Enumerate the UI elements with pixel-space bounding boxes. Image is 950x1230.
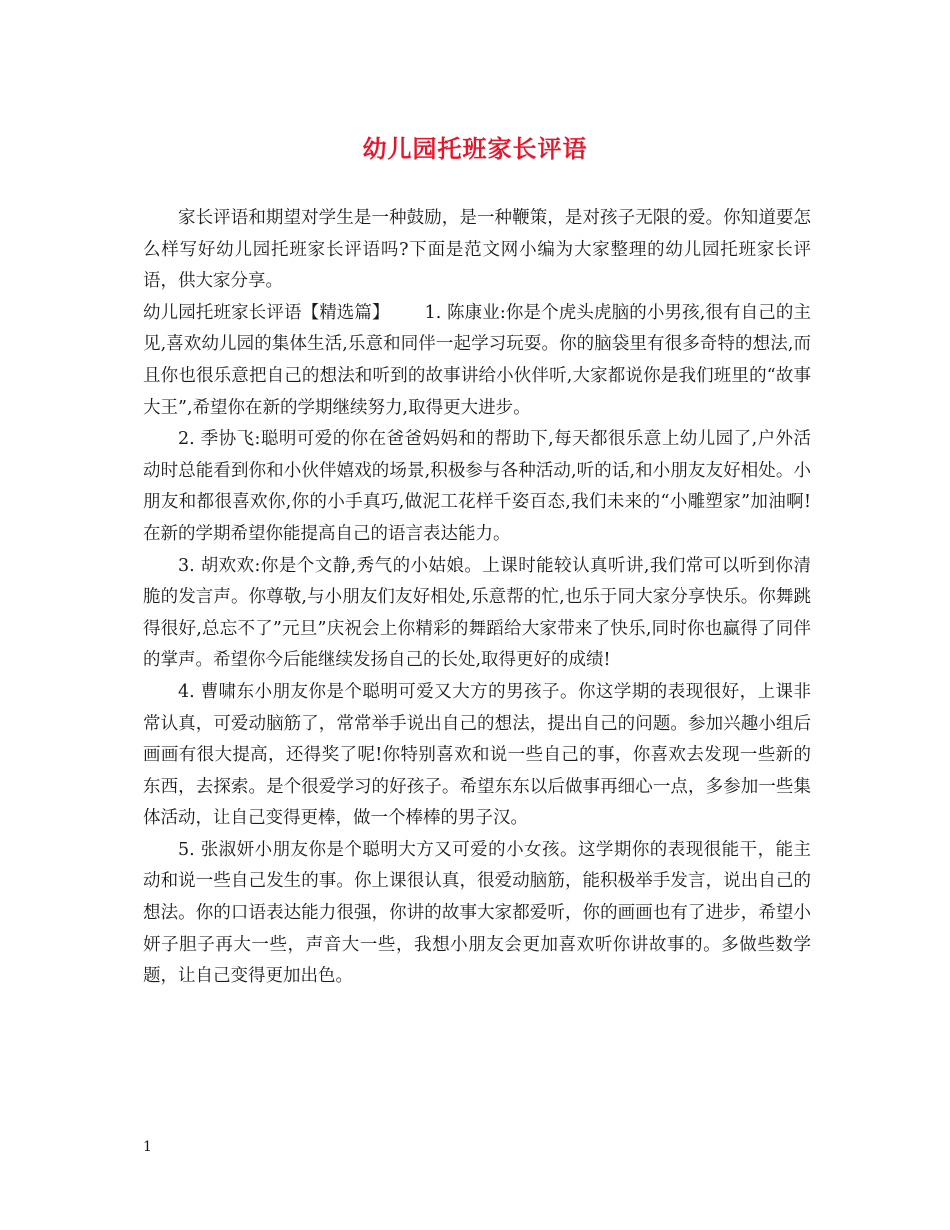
intro-paragraph: 家长评语和期望对学生是一种鼓励，是一种鞭策，是对孩子无限的爱。你知道要怎么样写好幼儿园托班家长评语吗?下面是范文网小编为大家整理的幼儿园托班家长评语，供大家分享。 <box>143 208 811 292</box>
document-title: 幼儿园托班家长评语 <box>362 134 588 163</box>
comment-paragraph-2: 2. 季协飞:聪明可爱的你在爸爸妈妈和的帮助下,每天都很乐意上幼儿园了,户外活动时总能看到你和小伙伴嬉戏的场景,积极参与各种活动,听的话,和小朋友友好相处。小朋友和都很喜欢你,你的小手真巧,做泥工花样千姿百态,我们未来的“小雕塑家”加油啊!在新的学期希望你能提高自己的语言表达能力。 <box>143 429 811 544</box>
section-paragraph <box>143 298 811 424</box>
comment-paragraph-4: 4. 曹啸东小朋友你是个聪明可爱又大方的男孩子。你这学期的表现很好，上课非常认真，可爱动脑筋了，常常举手说出自己的想法，提出自己的问题。参加兴趣小组后画画有很大提高，还得奖了呢!你特别喜欢和说一些自己的事，你喜欢去发现一些新的东西，去探索。是个很爱学习的好孩子。希望东东以后做事再细心一点，多参加一些集体活动，让自己变得更棒，做一个棒棒的男子汉。 <box>143 681 811 829</box>
comment-paragraph-5: 5. 张淑妍小朋友你是个聪明大方又可爱的小女孩。这学期你的表现很能干，能主动和说一些自己发生的事。你上课很认真，很爱动脑筋，能积极举手发言，说出自己的想法。你的口语表达能力很强，你讲的故事大家都爱听，你的画画也有了进步，希望小妍子胆子再大一些，声音大一些，我想小朋友会更加喜欢听你讲故事的。多做些数学题，让自己变得更加出色。 <box>143 839 811 987</box>
comment-paragraph-3: 3. 胡欢欢:你是个文静,秀气的小姑娘。上课时能较认真听讲,我们常可以听到你清脆的发言声。你尊敬,与小朋友们友好相处,乐意帮的忙,也乐于同大家分享快乐。你舞跳得很好,总忘不了”元旦”庆祝会上你精彩的舞蹈给大家带来了快乐,同时你也赢得了同伴的掌声。希望你今后能继续发扬自己的长处,取得更好的成绩! <box>143 555 811 671</box>
comment-paragraph-1: 1. 陈康业:你是个虎头虎脑的小男孩,很有自己的主见,喜欢幼儿园的集体生活,乐意和同伴一起学习玩耍。你的脑袋里有很多奇特的想法,而且你也很乐意把自己的想法和听到的故事讲给小伙伴听,大家都说你是我们班里的“故事大王”,希望你在新的学期继续努力,取得更大进步。 <box>143 302 812 418</box>
document-body <box>143 203 811 993</box>
section-heading: 幼儿园托班家长评语【精选篇】 <box>143 302 390 323</box>
page-number: 1 <box>143 1139 152 1155</box>
heading-gap <box>390 303 425 323</box>
